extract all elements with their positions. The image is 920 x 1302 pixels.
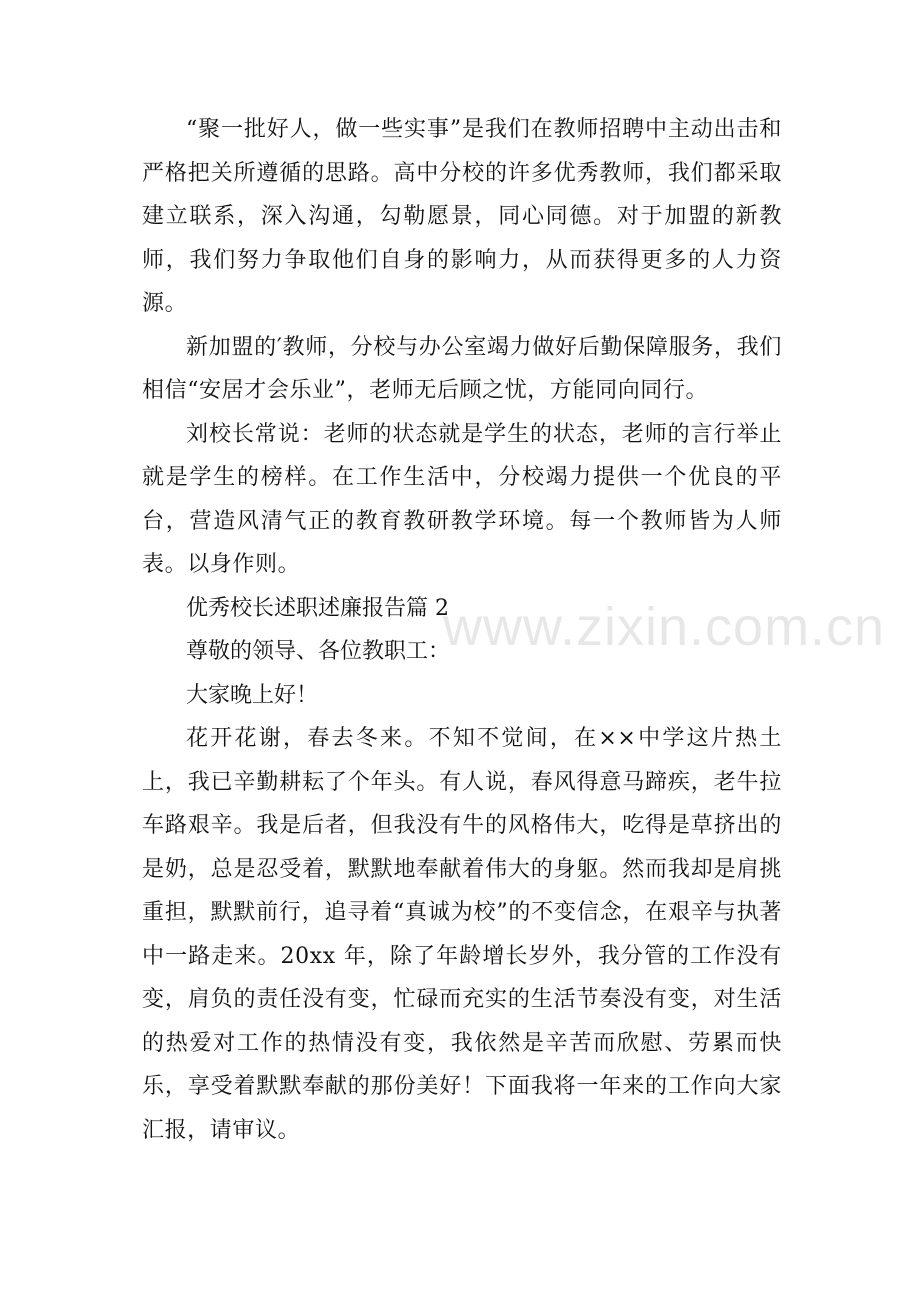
paragraph-logistics-support: 新加盟的′教师，分校与办公室竭力做好后勤保障服务，我们相信“安居才会乐业”，老师无后顾之忧，方能同向同行。 (142, 334, 782, 403)
paragraph-principal-quote: 刘校长常说：老师的状态就是学生的状态，老师的言行举止就是学生的榜样。在工作生活中，分校竭力提供一个优良的平台，营造风清气正的教育教研教学环境。每一个教师皆为人师表。以身作则。 (142, 421, 782, 577)
salutation: 尊敬的领导、各位教职工： (186, 639, 451, 664)
greeting: 大家晚上好！ (186, 682, 319, 708)
document-body (142, 108, 782, 1152)
section-heading: 优秀校长述职述廉报告篇 2 (186, 595, 449, 621)
paragraph-year-review: 花开花谢，春去冬来。不知不觉间，在××中学这片热土上，我已辛勤耕耘了个年头。有人说，春风得意马蹄疾，老牛拉车路艰辛。我是后者，但我没有牛的风格伟大，吃得是草挤出的是奶，总是忍受着，默默地奉献着伟大的身躯。然而我却是肩挑重担，默默前行，追寻着“真诚为校”的不变信念，在艰辛与执著中一路走来。20xx 年，除了年龄增长岁外，我分管的工作没有变，肩负的责任没有变，忙碌而充实的生活节奏没有变，对生活的热爱对工作的热情没有变，我依然是辛苦而欣慰、劳累而快乐，享受着默默奉献的那份美好！下面我将一年来的工作向大家汇报，请审议。 (142, 726, 782, 1143)
paragraph-teacher-recruitment: “聚一批好人，做一些实事”是我们在教师招聘中主动出击和严格把关所遵循的思路。高中分校的许多优秀教师，我们都采取建立联系，深入沟通，勾勒愿景，同心同德。对于加盟的新教师，我们努力争取他们自身的影响力，从而获得更多的人力资源。 (142, 117, 782, 316)
watermark: www.zixin.com.cn (443, 597, 886, 657)
